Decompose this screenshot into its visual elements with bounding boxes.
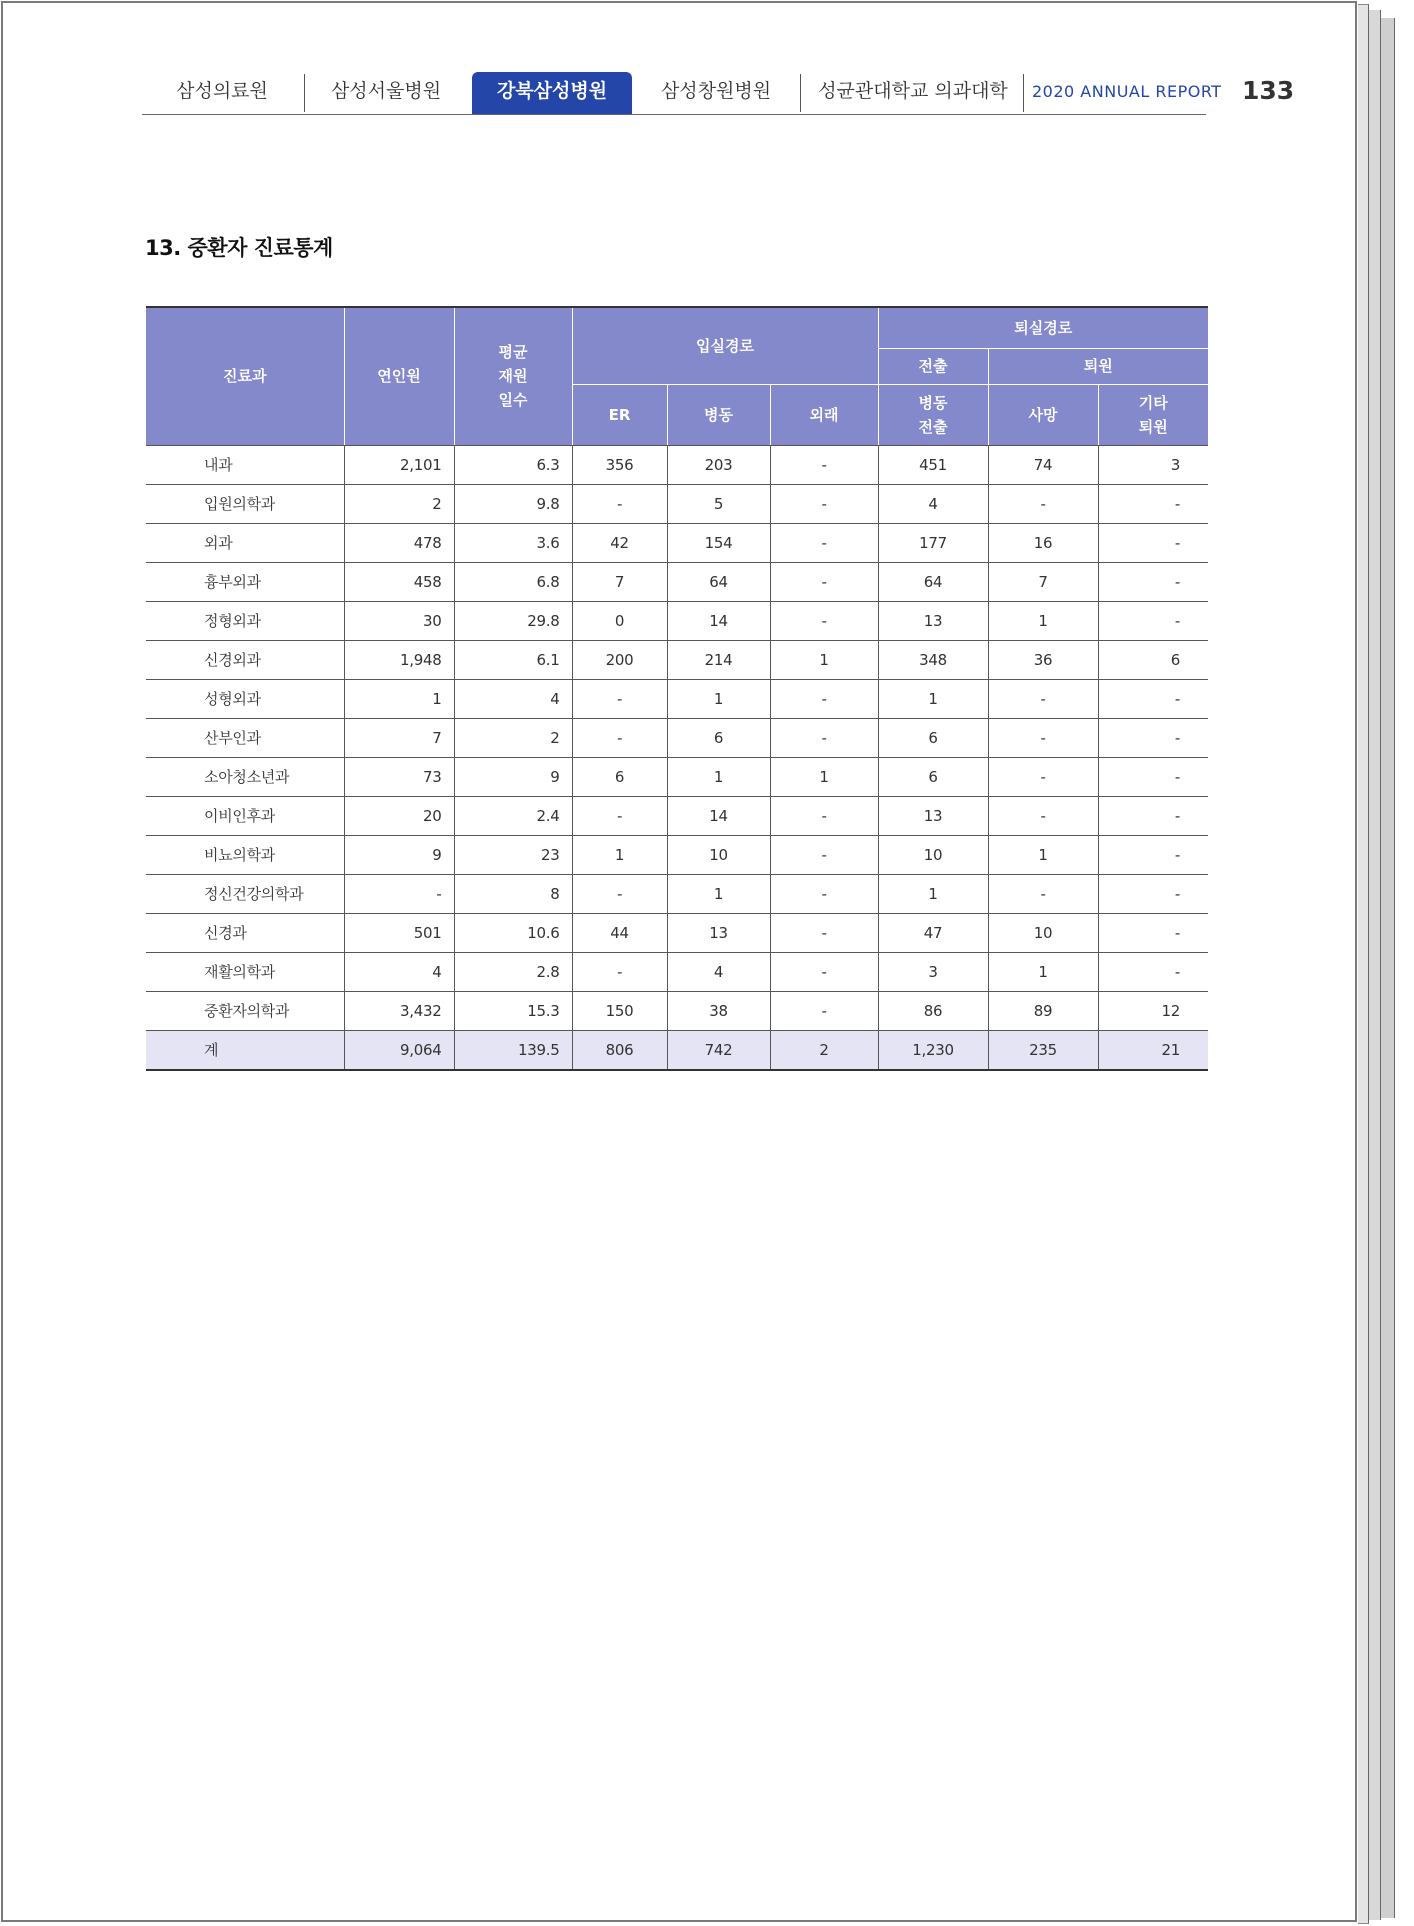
cell-ward: 6 — [667, 718, 770, 757]
cell-ward-transfer: 1,230 — [878, 1030, 988, 1070]
cell-dept: 이비인후과 — [146, 796, 344, 835]
nav-tab-kangbuk-samsung-hospital[interactable]: 강북삼성병원 — [472, 72, 632, 114]
nav-separator — [1023, 74, 1024, 112]
cell-patients: 501 — [344, 913, 454, 952]
cell-er: 7 — [572, 562, 667, 601]
cell-patients: 30 — [344, 601, 454, 640]
cell-other: - — [1098, 484, 1208, 523]
table-row — [146, 601, 1208, 640]
header-ward-transfer-line1: 병동 — [918, 393, 948, 412]
cell-avg-stay: 23 — [454, 835, 572, 874]
cell-other: - — [1098, 913, 1208, 952]
cell-dept: 흉부외과 — [146, 562, 344, 601]
cell-ward: 742 — [667, 1030, 770, 1070]
nav-tab-samsung-changwon-hospital[interactable]: 삼성창원병원 — [660, 80, 772, 102]
nav-tab-samsung-medical-center[interactable]: 삼성의료원 — [176, 80, 268, 102]
cell-outpatient: 1 — [770, 640, 878, 679]
cell-ward-transfer: 13 — [878, 601, 988, 640]
cell-dept: 신경외과 — [146, 640, 344, 679]
cell-ward-transfer: 4 — [878, 484, 988, 523]
cell-ward-transfer: 6 — [878, 757, 988, 796]
cell-avg-stay: 10.6 — [454, 913, 572, 952]
header-outpatient: 외래 — [770, 384, 878, 445]
cell-death: 74 — [988, 445, 1098, 484]
header-avg-stay-line2: 재원 — [498, 367, 528, 386]
cell-dept: 외과 — [146, 523, 344, 562]
header-ward-transfer-line2: 전출 — [918, 417, 948, 436]
cell-er: - — [572, 718, 667, 757]
header-ward-transfer — [878, 384, 988, 445]
header-discharge: 퇴원 — [988, 348, 1208, 384]
cell-ward-transfer: 13 — [878, 796, 988, 835]
cell-other: - — [1098, 523, 1208, 562]
icu-statistics-table — [146, 306, 1208, 1071]
cell-other: - — [1098, 874, 1208, 913]
annual-report-label: 2020 ANNUAL REPORT — [1032, 82, 1222, 101]
cell-patients: 1,948 — [344, 640, 454, 679]
cell-er: 42 — [572, 523, 667, 562]
page-number: 133 — [1242, 76, 1295, 105]
table-row — [146, 445, 1208, 484]
nav-tab-skku-medicine[interactable]: 성균관대학교 의과대학 — [818, 80, 1008, 102]
cell-dept: 내과 — [146, 445, 344, 484]
cell-death: - — [988, 484, 1098, 523]
cell-outpatient: - — [770, 913, 878, 952]
cell-dept: 산부인과 — [146, 718, 344, 757]
table-row — [146, 718, 1208, 757]
cell-other: 21 — [1098, 1030, 1208, 1070]
table-row — [146, 913, 1208, 952]
cell-other: - — [1098, 796, 1208, 835]
cell-er: 356 — [572, 445, 667, 484]
cell-other: 3 — [1098, 445, 1208, 484]
cell-ward-transfer: 1 — [878, 874, 988, 913]
cell-outpatient: - — [770, 523, 878, 562]
cell-death: - — [988, 718, 1098, 757]
cell-dept: 정신건강의학과 — [146, 874, 344, 913]
cell-ward: 5 — [667, 484, 770, 523]
cell-patients: 20 — [344, 796, 454, 835]
cell-outpatient: - — [770, 952, 878, 991]
cell-outpatient: - — [770, 718, 878, 757]
cell-avg-stay: 3.6 — [454, 523, 572, 562]
cell-dept: 성형외과 — [146, 679, 344, 718]
nav-separator — [304, 74, 305, 112]
table-row — [146, 484, 1208, 523]
header-er: ER — [572, 384, 667, 445]
cell-ward: 4 — [667, 952, 770, 991]
cell-outpatient: - — [770, 484, 878, 523]
section-title: 13. 중환자 진료통계 — [145, 236, 333, 260]
table-row — [146, 796, 1208, 835]
cell-avg-stay: 2.8 — [454, 952, 572, 991]
cell-er: 150 — [572, 991, 667, 1030]
cell-ward: 14 — [667, 601, 770, 640]
cell-ward-transfer: 6 — [878, 718, 988, 757]
header-dept: 진료과 — [146, 307, 344, 445]
table-row — [146, 679, 1208, 718]
cell-outpatient: - — [770, 874, 878, 913]
cell-patients: 4 — [344, 952, 454, 991]
cell-death: 10 — [988, 913, 1098, 952]
cell-other: - — [1098, 562, 1208, 601]
page-stack-edge-3 — [1380, 18, 1395, 1918]
cell-outpatient: - — [770, 601, 878, 640]
cell-other: - — [1098, 601, 1208, 640]
cell-dept: 중환자의학과 — [146, 991, 344, 1030]
cell-er: - — [572, 874, 667, 913]
cell-ward-transfer: 3 — [878, 952, 988, 991]
cell-death: 7 — [988, 562, 1098, 601]
table-row — [146, 640, 1208, 679]
cell-patients: 9 — [344, 835, 454, 874]
header-discharge-route: 퇴실경로 — [878, 307, 1208, 348]
nav-tab-samsung-seoul-hospital[interactable]: 삼성서울병원 — [330, 80, 442, 102]
cell-ward: 1 — [667, 757, 770, 796]
cell-other: - — [1098, 718, 1208, 757]
cell-outpatient: 2 — [770, 1030, 878, 1070]
table-body — [146, 445, 1208, 1070]
cell-ward: 1 — [667, 874, 770, 913]
header-other-discharge — [1098, 384, 1208, 445]
table-row — [146, 835, 1208, 874]
header-avg-stay-line3: 일수 — [498, 391, 528, 410]
cell-outpatient: - — [770, 562, 878, 601]
cell-avg-stay: 9 — [454, 757, 572, 796]
cell-patients: 458 — [344, 562, 454, 601]
cell-ward-transfer: 86 — [878, 991, 988, 1030]
cell-death: - — [988, 679, 1098, 718]
cell-patients: 73 — [344, 757, 454, 796]
page-stack-edge-1 — [1358, 4, 1369, 1924]
cell-outpatient: - — [770, 991, 878, 1030]
table-total-row — [146, 1030, 1208, 1070]
cell-ward: 214 — [667, 640, 770, 679]
cell-death: 1 — [988, 601, 1098, 640]
cell-avg-stay: 139.5 — [454, 1030, 572, 1070]
cell-other: 6 — [1098, 640, 1208, 679]
cell-avg-stay: 2 — [454, 718, 572, 757]
header-avg-stay-line1: 평균 — [498, 343, 528, 362]
table-row — [146, 991, 1208, 1030]
cell-patients: 7 — [344, 718, 454, 757]
header-other-discharge-line2: 퇴원 — [1138, 417, 1168, 436]
cell-other: - — [1098, 679, 1208, 718]
cell-er: - — [572, 796, 667, 835]
cell-death: - — [988, 757, 1098, 796]
cell-death: - — [988, 796, 1098, 835]
cell-patients: - — [344, 874, 454, 913]
cell-ward-transfer: 1 — [878, 679, 988, 718]
page-stack-edge-2 — [1368, 10, 1381, 1920]
cell-outpatient: - — [770, 445, 878, 484]
cell-ward-transfer: 47 — [878, 913, 988, 952]
cell-dept: 계 — [146, 1030, 344, 1070]
cell-er: - — [572, 952, 667, 991]
cell-ward-transfer: 10 — [878, 835, 988, 874]
cell-er: 1 — [572, 835, 667, 874]
cell-ward: 64 — [667, 562, 770, 601]
cell-ward: 38 — [667, 991, 770, 1030]
header-death: 사망 — [988, 384, 1098, 445]
header-ward: 병동 — [667, 384, 770, 445]
cell-avg-stay: 9.8 — [454, 484, 572, 523]
cell-death: 16 — [988, 523, 1098, 562]
cell-ward: 154 — [667, 523, 770, 562]
cell-avg-stay: 29.8 — [454, 601, 572, 640]
cell-outpatient: - — [770, 796, 878, 835]
header-patients: 연인원 — [344, 307, 454, 445]
cell-death: 235 — [988, 1030, 1098, 1070]
cell-patients: 9,064 — [344, 1030, 454, 1070]
cell-outpatient: - — [770, 679, 878, 718]
table-row — [146, 562, 1208, 601]
cell-ward-transfer: 348 — [878, 640, 988, 679]
table-row — [146, 952, 1208, 991]
cell-ward-transfer: 177 — [878, 523, 988, 562]
cell-er: 6 — [572, 757, 667, 796]
cell-patients: 2,101 — [344, 445, 454, 484]
cell-er: 0 — [572, 601, 667, 640]
cell-patients: 478 — [344, 523, 454, 562]
cell-er: 44 — [572, 913, 667, 952]
cell-avg-stay: 4 — [454, 679, 572, 718]
cell-patients: 3,432 — [344, 991, 454, 1030]
cell-avg-stay: 6.8 — [454, 562, 572, 601]
cell-dept: 비뇨의학과 — [146, 835, 344, 874]
table-row — [146, 523, 1208, 562]
cell-outpatient: - — [770, 835, 878, 874]
cell-death: 36 — [988, 640, 1098, 679]
cell-avg-stay: 8 — [454, 874, 572, 913]
cell-outpatient: 1 — [770, 757, 878, 796]
header-other-discharge-line1: 기타 — [1138, 393, 1168, 412]
cell-er: 200 — [572, 640, 667, 679]
cell-ward-transfer: 64 — [878, 562, 988, 601]
cell-other: - — [1098, 835, 1208, 874]
table-row — [146, 757, 1208, 796]
cell-ward: 10 — [667, 835, 770, 874]
cell-ward: 14 — [667, 796, 770, 835]
cell-patients: 2 — [344, 484, 454, 523]
cell-ward: 1 — [667, 679, 770, 718]
cell-dept: 신경과 — [146, 913, 344, 952]
cell-death: 1 — [988, 952, 1098, 991]
cell-other: 12 — [1098, 991, 1208, 1030]
cell-avg-stay: 6.1 — [454, 640, 572, 679]
header-admission-route: 입실경로 — [572, 307, 878, 384]
cell-ward: 13 — [667, 913, 770, 952]
cell-avg-stay: 6.3 — [454, 445, 572, 484]
cell-er: - — [572, 679, 667, 718]
cell-death: - — [988, 874, 1098, 913]
header-transfer: 전출 — [878, 348, 988, 384]
nav-separator — [800, 74, 801, 112]
cell-ward-transfer: 451 — [878, 445, 988, 484]
cell-patients: 1 — [344, 679, 454, 718]
cell-dept: 정형외과 — [146, 601, 344, 640]
cell-death: 1 — [988, 835, 1098, 874]
cell-er: 806 — [572, 1030, 667, 1070]
cell-avg-stay: 2.4 — [454, 796, 572, 835]
cell-dept: 재활의학과 — [146, 952, 344, 991]
cell-dept: 입원의학과 — [146, 484, 344, 523]
cell-dept: 소아청소년과 — [146, 757, 344, 796]
cell-ward: 203 — [667, 445, 770, 484]
cell-other: - — [1098, 952, 1208, 991]
cell-other: - — [1098, 757, 1208, 796]
cell-er: - — [572, 484, 667, 523]
header-avg-stay — [454, 307, 572, 445]
cell-avg-stay: 15.3 — [454, 991, 572, 1030]
cell-death: 89 — [988, 991, 1098, 1030]
table-row — [146, 874, 1208, 913]
